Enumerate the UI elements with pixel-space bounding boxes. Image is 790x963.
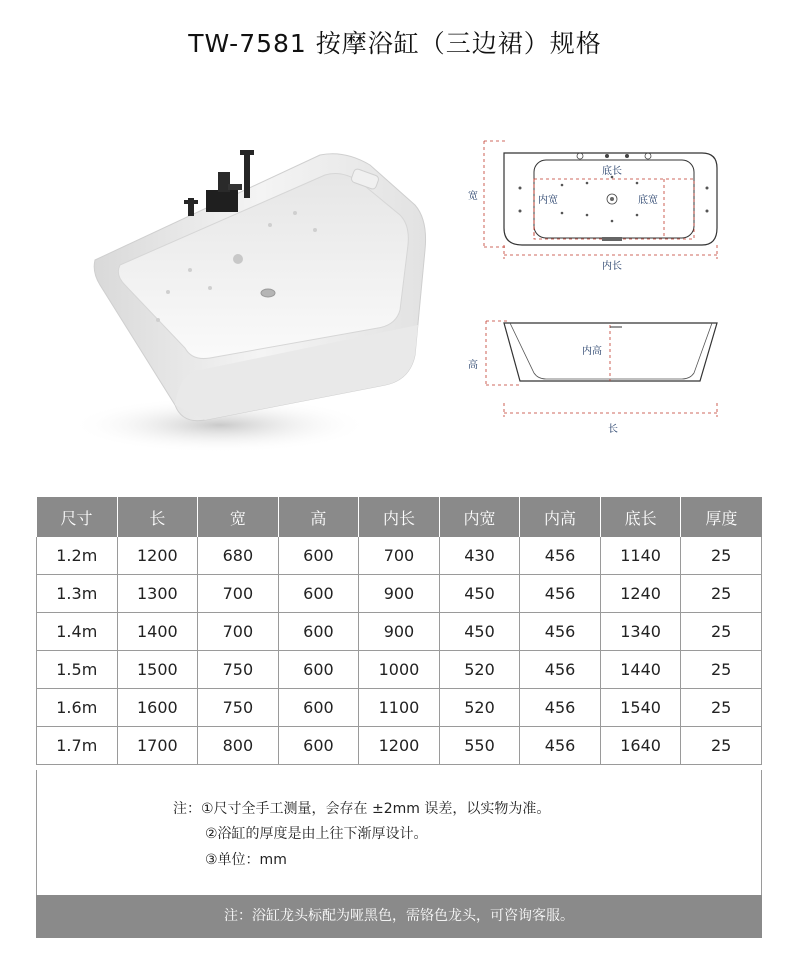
table-cell: 456 [520,537,601,575]
top-view-diagram [462,133,752,273]
label-width: 宽 [468,191,478,202]
table-cell: 1.4m [37,613,118,651]
table-cell: 1000 [359,651,440,689]
table-cell: 25 [681,651,762,689]
table-cell: 450 [439,613,520,651]
table-cell: 800 [198,727,279,765]
header-height: 高 [278,497,359,537]
label-inner-width: 内宽 [538,195,558,206]
table-cell: 1240 [600,575,681,613]
table-cell: 25 [681,613,762,651]
table-cell: 456 [520,613,601,651]
table-cell: 700 [198,613,279,651]
table-cell: 1200 [117,537,198,575]
table-cell: 680 [198,537,279,575]
label-base-length: 底长 [602,166,622,177]
table-cell: 600 [278,689,359,727]
table-row [37,651,762,689]
bathtub-photo [70,110,470,470]
label-height: 高 [468,360,478,371]
note-line-1: 注：①尺寸全手工测量，会存在 ±2mm 误差，以实物为准。 [173,801,551,817]
header-inner-length: 内长 [359,497,440,537]
header-inner-height: 内高 [520,497,601,537]
table-cell: 25 [681,689,762,727]
table-cell: 456 [520,689,601,727]
table-cell: 700 [359,537,440,575]
table-cell: 900 [359,575,440,613]
header-size: 尺寸 [37,497,118,537]
note-line-3: ③单位：mm [205,852,287,868]
table-row [37,537,762,575]
header-length: 长 [117,497,198,537]
notes-section [36,770,762,895]
table-cell: 430 [439,537,520,575]
table-cell: 1400 [117,613,198,651]
header-inner-width: 内宽 [439,497,520,537]
footer-note: 注：浴缸龙头标配为哑黑色，需铬色龙头，可咨询客服。 [36,895,762,938]
table-cell: 600 [278,537,359,575]
table-cell: 1640 [600,727,681,765]
table-cell: 25 [681,575,762,613]
table-cell: 520 [439,689,520,727]
table-cell: 456 [520,651,601,689]
table-header-row [37,497,762,537]
table-cell: 1.3m [37,575,118,613]
header-thickness: 厚度 [681,497,762,537]
table-cell: 456 [520,727,601,765]
table-cell: 1140 [600,537,681,575]
label-inner-length: 内长 [602,261,622,272]
table-row [37,689,762,727]
table-cell: 1.6m [37,689,118,727]
table-cell: 1600 [117,689,198,727]
table-cell: 600 [278,575,359,613]
table-cell: 1300 [117,575,198,613]
table-cell: 1200 [359,727,440,765]
table-cell: 1500 [117,651,198,689]
table-cell: 520 [439,651,520,689]
table-cell: 600 [278,613,359,651]
table-cell: 456 [520,575,601,613]
table-cell: 750 [198,651,279,689]
table-row [37,727,762,765]
label-base-width: 底宽 [638,195,658,206]
table-cell: 700 [198,575,279,613]
table-cell: 600 [278,651,359,689]
spec-table [36,497,762,765]
header-width: 宽 [198,497,279,537]
table-cell: 750 [198,689,279,727]
table-cell: 1540 [600,689,681,727]
table-cell: 1.7m [37,727,118,765]
table-cell: 1440 [600,651,681,689]
table-row [37,613,762,651]
table-cell: 1.2m [37,537,118,575]
table-cell: 1340 [600,613,681,651]
label-inner-height: 内高 [582,346,602,357]
side-view-diagram [462,313,752,438]
label-length: 长 [608,424,618,435]
page-title: TW-7581 按摩浴缸（三边裙）规格 [188,29,602,58]
table-cell: 1100 [359,689,440,727]
table-cell: 900 [359,613,440,651]
header-base-length: 底长 [600,497,681,537]
table-cell: 600 [278,727,359,765]
table-row [37,575,762,613]
table-cell: 25 [681,537,762,575]
table-cell: 1.5m [37,651,118,689]
table-cell: 450 [439,575,520,613]
table-cell: 25 [681,727,762,765]
note-line-2: ②浴缸的厚度是由上往下渐厚设计。 [205,826,428,842]
table-cell: 1700 [117,727,198,765]
table-cell: 550 [439,727,520,765]
